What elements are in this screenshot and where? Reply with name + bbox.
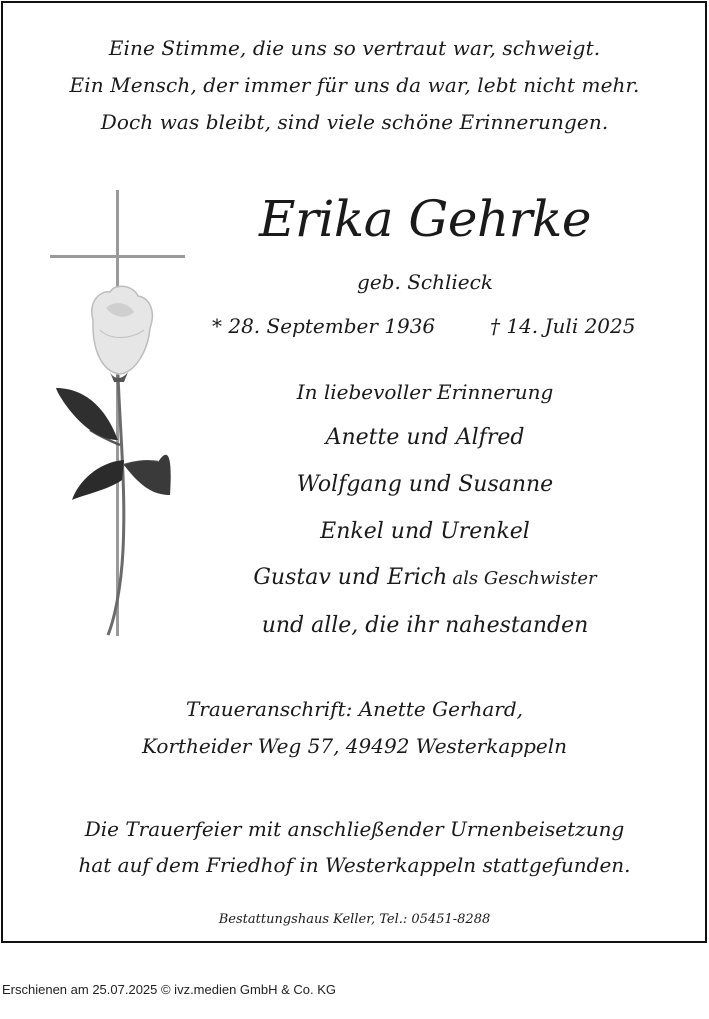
death-date: † 14. Juli 2025: [490, 314, 636, 338]
mourners-line-3: Enkel und Urenkel: [320, 519, 530, 544]
funeral-home: Bestattungshaus Keller, Tel.: 05451-8288: [218, 912, 491, 927]
publication-note: Erschienen am 25.07.2025 © ivz.medien GmbH & Co. KG: [2, 982, 337, 997]
poem-line-3: Doch was bleibt, sind viele schöne Erinnerungen.: [100, 110, 609, 134]
deceased-name: Erika Gehrke: [259, 190, 591, 248]
siblings-relation: als Geschwister: [452, 568, 597, 589]
cross-icon: [50, 190, 185, 636]
poem-line-1: Eine Stimme, die uns so vertraut war, schweigt.: [108, 36, 601, 60]
birth-name: geb. Schlieck: [357, 270, 493, 294]
address-line-2: Kortheider Weg 57, 49492 Westerkappeln: [142, 734, 567, 758]
birth-date: * 28. September 1936: [212, 314, 436, 338]
mourners-line-2: Wolfgang und Susanne: [296, 472, 554, 497]
address-line-1: Traueranschrift: Anette Gerhard,: [185, 697, 524, 721]
siblings-names: Gustav und Erich: [253, 565, 448, 590]
poem-line-2: Ein Mensch, der immer für uns da war, lebt nicht mehr.: [69, 73, 640, 97]
mourners-line-5: und alle, die ihr nahestanden: [261, 613, 589, 638]
cross-and-rose-image: [48, 190, 188, 640]
ceremony-line-1: Die Trauerfeier mit anschließender Urnenbeisetzung: [84, 817, 625, 841]
rose-icon: [56, 286, 171, 635]
mourners-line-1: Anette und Alfred: [325, 425, 525, 450]
mourners-intro: In liebevoller Erinnerung: [296, 380, 554, 404]
mourners-line-4: [190, 565, 660, 590]
ceremony-line-2: hat auf dem Friedhof in Westerkappeln stattgefunden.: [78, 853, 631, 877]
